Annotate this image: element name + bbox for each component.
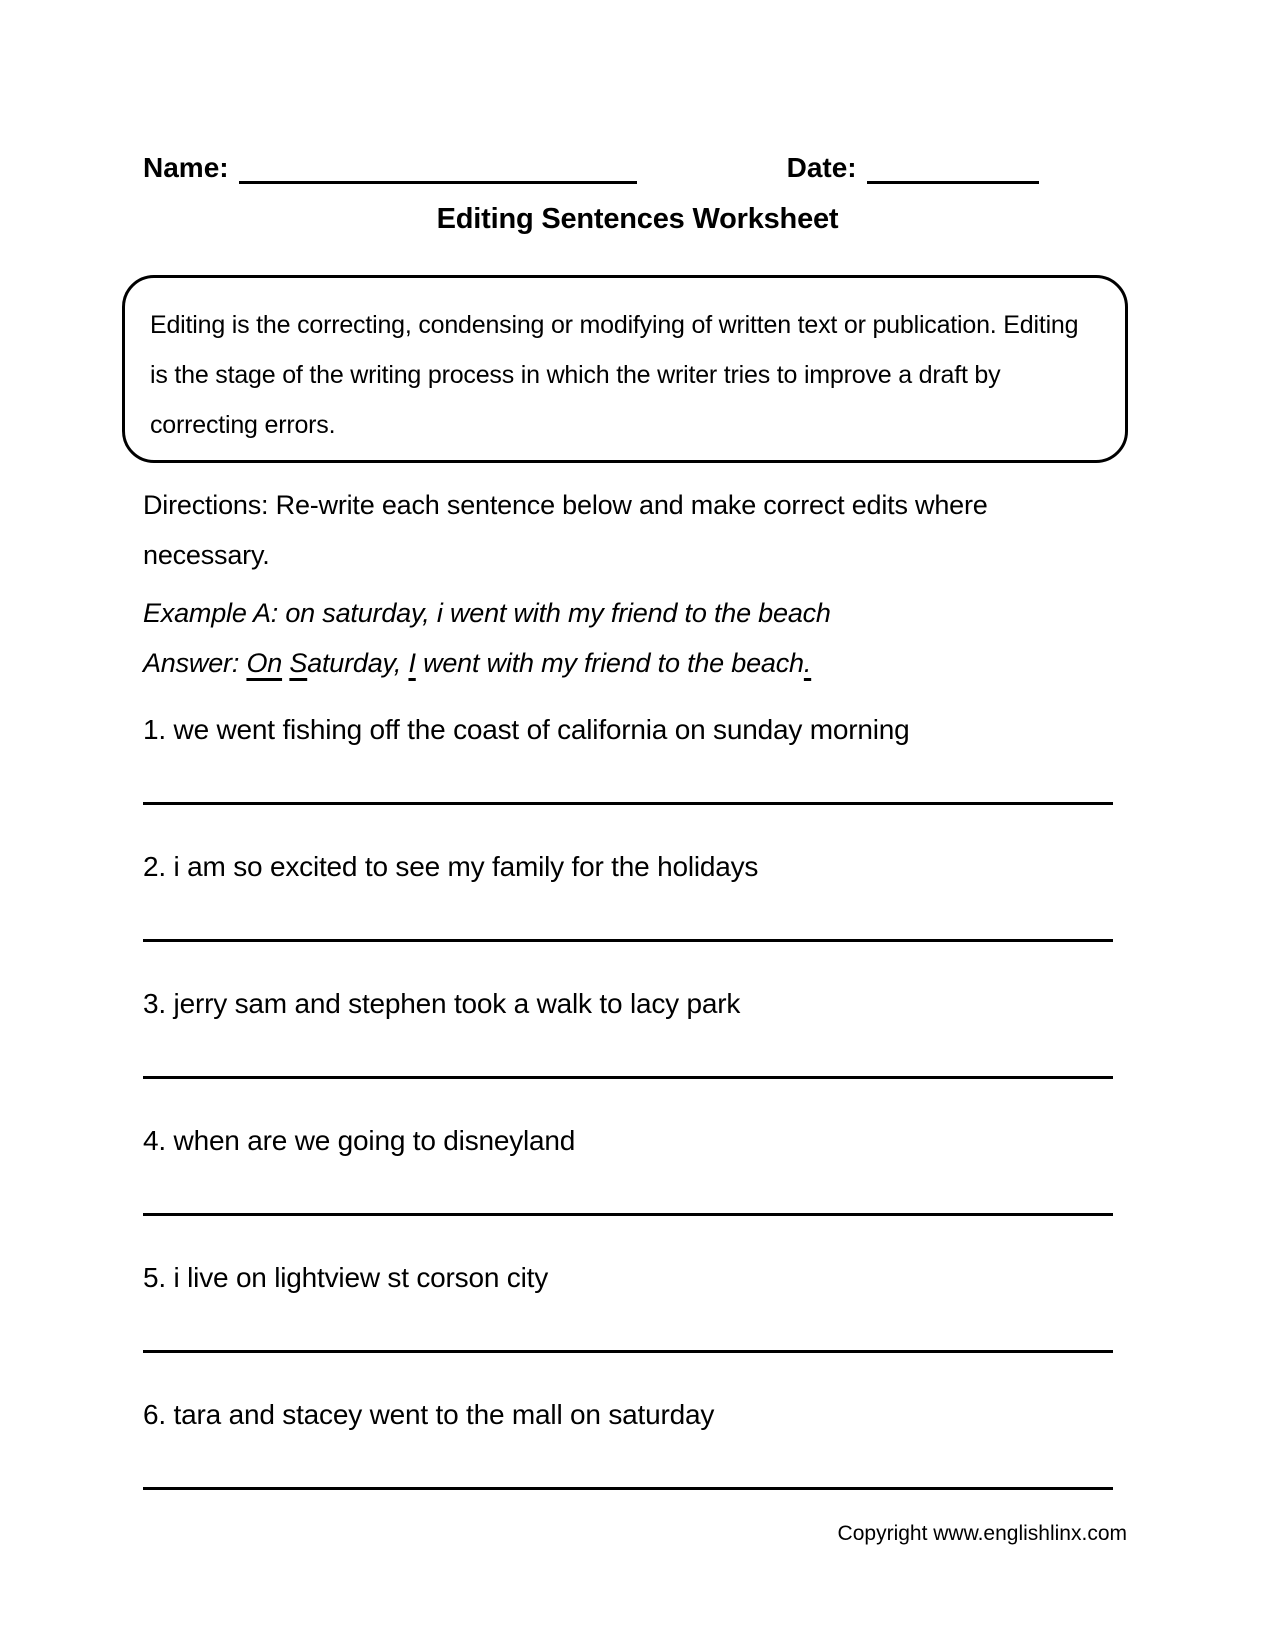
answer-segment: aturday, xyxy=(307,648,409,678)
question-text: we went fishing off the coast of california on sunday morning xyxy=(173,714,910,745)
question-row xyxy=(143,847,1113,984)
date-blank-line xyxy=(867,152,1039,184)
question-number: 4. xyxy=(143,1125,166,1156)
answer-underlined-segment: . xyxy=(803,648,812,678)
answer-blank-line xyxy=(143,1076,1113,1079)
example-answer xyxy=(143,638,1143,688)
question-sentence xyxy=(143,1395,1113,1435)
question-number: 3. xyxy=(143,988,166,1019)
answer-blank-line xyxy=(143,1487,1113,1490)
page-title: Editing Sentences Worksheet xyxy=(436,203,839,235)
question-number: 6. xyxy=(143,1399,166,1430)
answer-underlined-segment: On xyxy=(246,648,283,678)
question-row xyxy=(143,710,1113,847)
answer-blank-line xyxy=(143,939,1113,942)
question-row xyxy=(143,1258,1113,1395)
questions-list xyxy=(143,710,1113,1532)
example-prompt: Example A: on saturday, i went with my friend to the beach xyxy=(143,598,831,628)
answer-underlined-segment: S xyxy=(289,648,308,678)
question-number: 1. xyxy=(143,714,166,745)
question-row xyxy=(143,1395,1113,1532)
answer-segment: went with my friend to the beach xyxy=(415,648,804,678)
date-label: Date: xyxy=(786,152,857,183)
answer-blank-line xyxy=(143,1213,1113,1216)
name-label: Name: xyxy=(143,152,229,183)
question-text: i live on lightview st corson city xyxy=(173,1262,549,1293)
question-text: tara and stacey went to the mall on saturday xyxy=(173,1399,715,1430)
question-sentence xyxy=(143,1121,1113,1161)
question-row xyxy=(143,1121,1113,1258)
answer-underlined-segment: I xyxy=(408,648,416,678)
answer-segment: Answer: xyxy=(143,648,247,678)
definition-text: Editing is the correcting, condensing or modifying of written text or publication. Editing is the stage of the writing process in which the writer tries to improve a draft by correcting errors. xyxy=(150,311,1079,439)
question-number: 2. xyxy=(143,851,166,882)
definition-box xyxy=(122,275,1128,463)
name-blank-line xyxy=(239,152,637,184)
copyright-text: Copyright www.englishlinx.com xyxy=(837,1522,1127,1545)
question-text: i am so excited to see my family for the holidays xyxy=(173,851,759,882)
question-number: 5. xyxy=(143,1262,166,1293)
answer-blank-line xyxy=(143,1350,1113,1353)
example-block xyxy=(143,588,1143,688)
header-row xyxy=(143,152,1039,184)
question-sentence xyxy=(143,1258,1113,1298)
question-row xyxy=(143,984,1113,1121)
answer-blank-line xyxy=(143,802,1113,805)
directions-text: Directions: Re-write each sentence below and make correct edits where necessary. xyxy=(143,490,988,570)
question-text: when are we going to disneyland xyxy=(173,1125,576,1156)
question-sentence xyxy=(143,847,1113,887)
question-sentence xyxy=(143,710,1113,750)
question-sentence xyxy=(143,984,1113,1024)
question-text: jerry sam and stephen took a walk to lacy park xyxy=(173,988,741,1019)
